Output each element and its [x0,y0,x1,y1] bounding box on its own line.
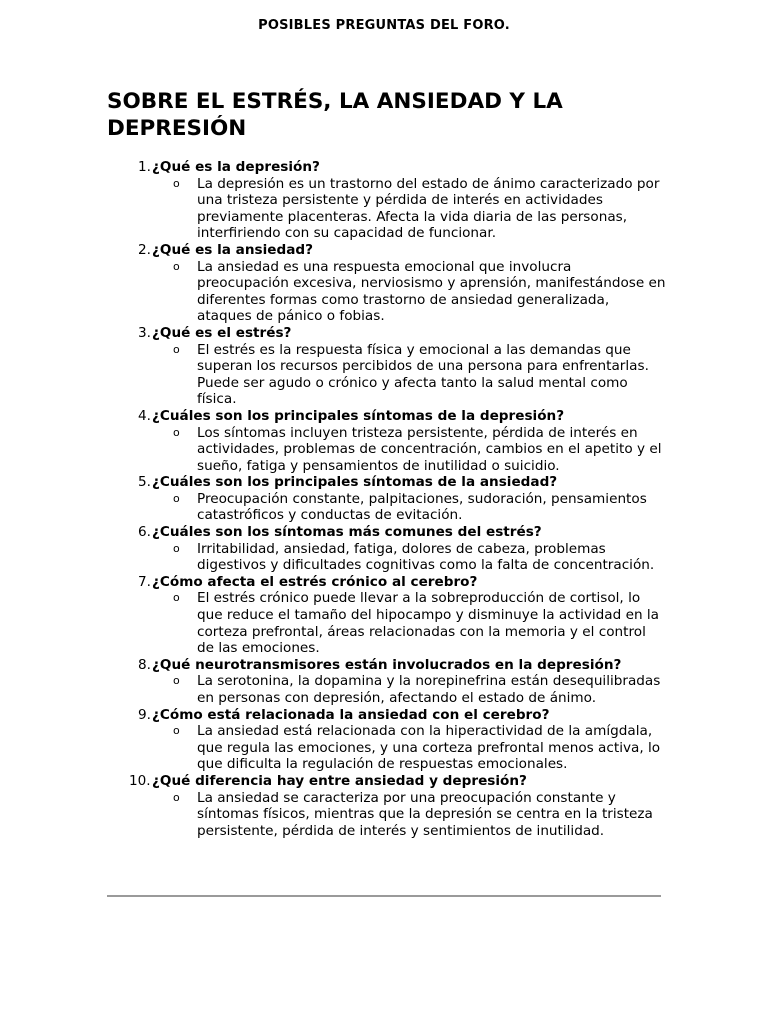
answer-text: El estrés es la respuesta física y emocional a las demandas que superan los recursos percibidos de una persona para enfrentarlas. Puede ser agudo o crónico y afecta tanto la salud mental como física. [197,341,649,408]
question-number: 1. [138,159,151,175]
bullet-icon: o [173,541,180,555]
question-text: ¿Qué es la depresión? [152,159,320,175]
qa-item [107,773,667,839]
bullet-icon: o [173,259,180,273]
answer-item [152,491,667,524]
answer-item [152,541,667,574]
qa-item [107,524,667,574]
question-text: ¿Qué es el estrés? [152,324,292,341]
answer-item [152,723,667,773]
answer-item [152,790,667,840]
question-text: ¿Cómo está relacionada la ansiedad con el cerebro? [152,706,550,723]
page-header: POSIBLES PREGUNTAS DEL FORO. [258,18,510,33]
qa-item [107,242,667,325]
bullet-icon: o [173,491,180,505]
answer-text: La ansiedad está relacionada con la hiperactividad de la amígdala, que regula las emociones, y una corteza prefrontal menos activa, lo que dificulta la regulación de respuestas emocionales. [197,723,661,773]
answer-item [152,176,667,242]
answer-text: La ansiedad se caracteriza por una preocupación constante y síntomas físicos, mientras que la depresión se centra en la tristeza persistente, pérdida de interés y sentimientos de inutilidad. [197,789,653,839]
bullet-icon: o [173,425,180,439]
qa-list [107,159,667,839]
bullet-icon: o [173,342,180,356]
question-number: 8. [138,656,151,673]
answer-item [152,425,667,475]
qa-item [107,159,667,242]
question-number: 7. [138,573,151,590]
answer-item [152,590,667,656]
question-number: 10. [129,772,151,789]
answer-item [152,673,667,706]
question-number: 6. [138,524,151,541]
answer-text: La ansiedad es una respuesta emocional que involucra preocupación excesiva, nerviosismo y aprensión, manifestándose en diferentes formas como trastorno de ansiedad generalizada, ataques de pánico o fobias. [197,258,666,325]
qa-item [107,574,667,657]
qa-item [107,657,667,707]
question-text: ¿Cuáles son los principales síntomas de la depresión? [152,407,565,424]
answer-item [152,259,667,325]
question-text: ¿Cómo afecta el estrés crónico al cerebro? [152,573,478,590]
answer-text: El estrés crónico puede llevar a la sobreproducción de cortisol, lo que reduce el tamaño del hipocampo y disminuye la actividad en la corteza prefrontal, áreas relacionadas con la memoria y el control de las emociones. [197,590,659,657]
answer-text: Irritabilidad, ansiedad, fatiga, dolores de cabeza, problemas digestivos y dificultades cognitivas como la falta de concentración. [197,540,655,574]
qa-item [107,474,667,524]
bullet-icon: o [173,591,180,605]
question-number: 5. [138,474,151,491]
answer-item [152,342,667,408]
bullet-icon: o [173,674,180,688]
question-number: 3. [138,324,151,341]
qa-item [107,325,667,408]
question-text: ¿Qué neurotransmisores están involucrados en la depresión? [152,656,622,673]
answer-text: La serotonina, la dopamina y la norepinefrina están desequilibradas en personas con depresión, afectando el estado de ánimo. [197,673,661,706]
question-number: 2. [138,241,151,258]
bullet-icon: o [173,176,180,190]
section-title: SOBRE EL ESTRÉS, LA ANSIEDAD Y LA DEPRESIÓN [107,89,563,141]
question-number: 4. [138,407,151,424]
qa-item [107,408,667,474]
question-number: 9. [138,706,151,723]
question-text: ¿Cuáles son los síntomas más comunes del estrés? [152,524,542,541]
question-text: ¿Cuáles son los principales síntomas de la ansiedad? [152,474,558,491]
bullet-icon: o [173,724,180,738]
answer-text: Preocupación constante, palpitaciones, sudoración, pensamientos catastróficos y conductas de evitación. [197,490,647,524]
question-text: ¿Qué es la ansiedad? [152,241,314,258]
answer-text: Los síntomas incluyen tristeza persistente, pérdida de interés en actividades, problemas de concentración, cambios en el apetito y el sueño, fatiga y pensamientos de inutilidad o suicidio. [197,424,662,474]
bullet-icon: o [173,790,180,804]
qa-item [107,707,667,773]
bottom-divider [107,895,661,897]
answer-text: La depresión es un trastorno del estado de ánimo caracterizado por una tristeza persistente y pérdida de interés en actividades previamente placenteras. Afecta la vida diaria de las personas, interfiriendo con su capacidad de funcionar. [197,175,660,242]
question-text: ¿Qué diferencia hay entre ansiedad y depresión? [152,772,527,789]
